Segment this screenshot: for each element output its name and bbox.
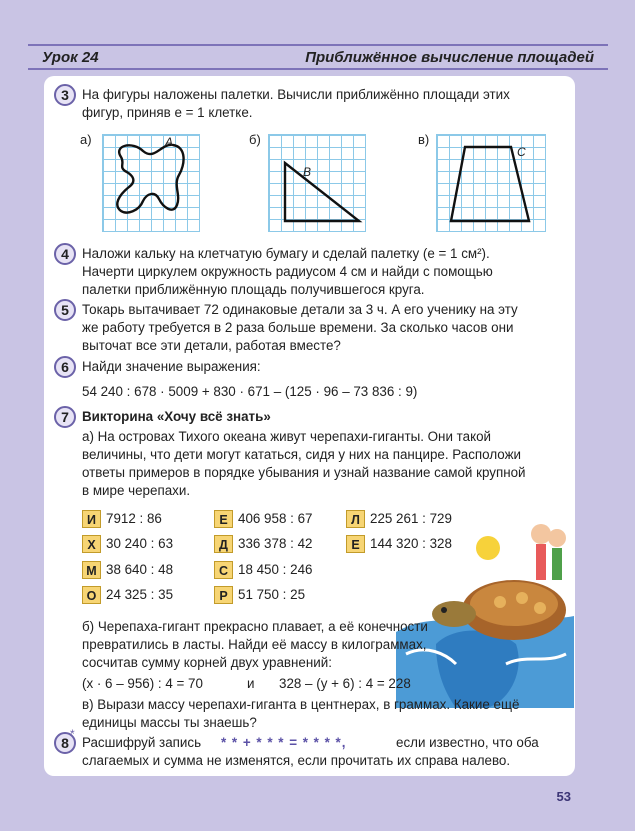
shape-b-letter: B <box>303 165 312 179</box>
task-7-b-line-2: превратились в ласты. Найди её массу в килограммах, <box>82 637 427 652</box>
example-letter: Х <box>82 535 101 553</box>
example-letter: О <box>82 586 101 604</box>
task-7-number: 7 <box>54 406 76 428</box>
task-5-number: 5 <box>54 299 76 321</box>
task-5-line-3: выточат все эти детали, работая вместе? <box>82 338 341 353</box>
task-5-line-1: Токарь вытачивает 72 одинаковые детали за 3 ч. А его ученику на эту <box>82 302 518 317</box>
example-expression: 336 378 : 42 <box>238 536 313 551</box>
task-7-c-line-1: в) Вырази массу черепахи-гиганта в центнерах, в граммах. Какие ещё <box>82 697 520 712</box>
figure-c-label: в) <box>418 132 430 147</box>
task-3-number: 3 <box>54 84 76 106</box>
example-expression: 30 240 : 63 <box>106 536 174 551</box>
task-7-b-line-1: б) Черепаха-гигант прекрасно плавает, а её конечности <box>82 619 428 634</box>
example-letter: С <box>214 561 233 579</box>
example-expression: 38 640 : 48 <box>106 562 174 577</box>
task-7-a-line-1: а) На островах Тихого океана живут черепахи-гиганты. Они такой <box>82 429 492 444</box>
task-8-number: 8 <box>54 732 76 754</box>
equation-1: (х · 6 – 956) : 4 = 70 <box>82 676 203 691</box>
task-8-prefix: Расшифруй запись <box>82 735 202 750</box>
task-8-line-2: слагаемых и сумма не изменятся, если прочитать их справа налево. <box>82 753 511 768</box>
task-7-a-line-2: величины, что дети могут кататься, сидя у них на панцире. Расположи <box>82 447 522 462</box>
example-expression: 144 320 : 328 <box>370 536 452 551</box>
page-content <box>44 76 575 776</box>
figure-a-shape <box>103 135 199 231</box>
example-letter: Р <box>214 586 233 604</box>
task-6-line-1: Найди значение выражения: <box>82 359 261 374</box>
task-7-b-line-3: сосчитав сумму корней двух уравнений: <box>82 655 332 670</box>
task-4-line-1: Наложи кальку на клетчатую бумагу и сделай палетку (е = 1 см²). <box>82 246 490 261</box>
figure-c-grid <box>436 134 546 232</box>
shape-c-letter: C <box>517 145 526 159</box>
equation-and: и <box>247 676 255 691</box>
lesson-number: Урок 24 <box>42 49 99 66</box>
example-expression: 7912 : 86 <box>106 511 162 526</box>
task-8-suffix: если известно, что оба <box>396 735 539 750</box>
task-5-line-2: же работу требуется в 2 раза больше времени. За сколько часов они <box>82 320 514 335</box>
task-6-number: 6 <box>54 356 76 378</box>
lesson-topic: Приближённое вычисление площадей <box>305 49 594 66</box>
task-4-number: 4 <box>54 243 76 265</box>
task-7-a-line-4: в мире черепахи. <box>82 483 191 498</box>
figure-b-grid <box>268 134 366 232</box>
example-letter: И <box>82 510 101 528</box>
example-expression: 24 325 : 35 <box>106 587 174 602</box>
figure-b-shape <box>269 135 365 231</box>
shape-a-letter: A <box>165 135 174 149</box>
example-expression: 18 450 : 246 <box>238 562 313 577</box>
task-7-a-line-3: ответы примеров в порядке убывания и узнай название самой крупной <box>82 465 526 480</box>
task-4-line-2: Начерти циркулем окружность радиусом 4 см и найди с помощью <box>82 264 493 279</box>
lesson-header <box>28 44 608 70</box>
task-3-line-1: На фигуры наложены палетки. Вычисли приближённо площади этих <box>82 87 510 102</box>
figure-c-shape <box>437 135 545 231</box>
figure-b-label: б) <box>249 132 261 147</box>
example-expression: 225 261 : 729 <box>370 511 452 526</box>
task-7-title: Викторина «Хочу всё знать» <box>82 409 271 424</box>
figure-a-grid <box>102 134 200 232</box>
example-expression: 51 750 : 25 <box>238 587 306 602</box>
example-letter: Д <box>214 535 233 553</box>
page-number: 53 <box>556 789 571 804</box>
example-expression: 406 958 : 67 <box>238 511 313 526</box>
equation-2: 328 – (у + 6) : 4 = 228 <box>279 676 411 691</box>
task-3-line-2: фигур, приняв е = 1 клетке. <box>82 105 253 120</box>
figure-a-label: а) <box>80 132 92 147</box>
task-6-expression: 54 240 : 678 · 5009 + 830 · 671 – (125 · 96 – 73 836 : 9) <box>82 384 418 399</box>
challenge-star-icon: * <box>70 727 75 741</box>
example-letter: Е <box>346 535 365 553</box>
example-letter: Е <box>214 510 233 528</box>
example-letter: М <box>82 561 101 579</box>
example-letter: Л <box>346 510 365 528</box>
turtle-illustration <box>396 504 574 708</box>
task-4-line-3: палетки приближённую площадь получившегося круга. <box>82 282 425 297</box>
task-7-c-line-2: единицы массы ты знаешь? <box>82 715 257 730</box>
task-8-stars: * * + * * * = * * * *, <box>221 735 347 750</box>
